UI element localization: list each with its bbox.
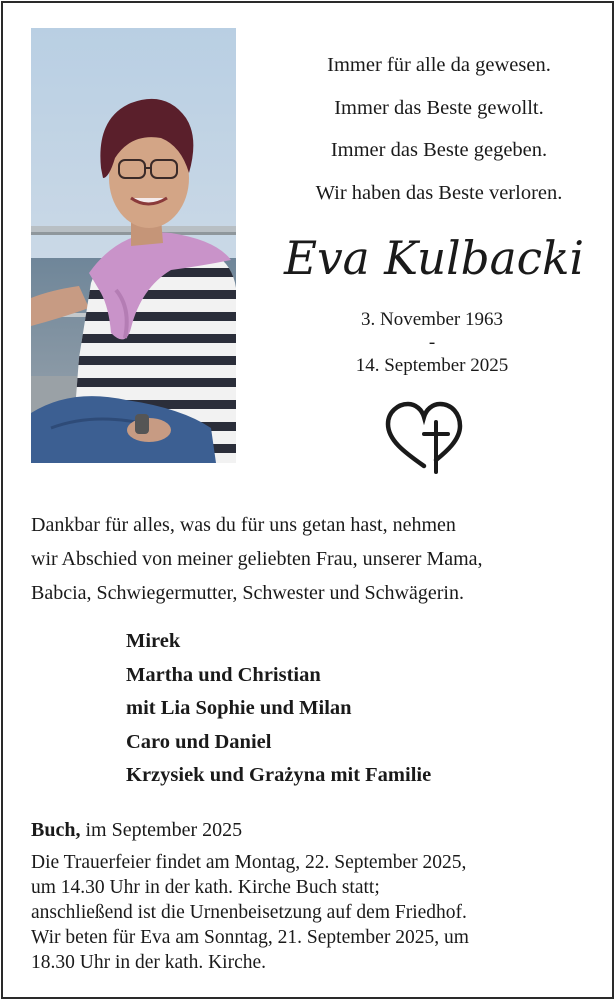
mourner-entry: Mirek [126,630,181,652]
info-line: Die Trauerfeier findet am Montag, 22. September 2025, [31,852,467,873]
place-date [31,818,242,842]
mourner-entry: Krzysiek und Grażyna mit Familie [126,764,432,787]
thanks-line: Dankbar für alles, was du für uns getan hast, nehmen [31,514,456,536]
thanks-text [31,508,591,610]
mourner-entry: mit Lia Sophie und Milan [126,697,352,720]
info-line: Wir beten für Eva am Sonntag, 21. September 2025, um [31,927,469,948]
mourner-entry: Martha und Christian [126,663,321,686]
death-date: 14. September 2025 [355,355,509,376]
deceased-name-text: Eva Kulbacki [283,231,584,285]
portrait-photo [31,28,236,463]
deceased-name [272,218,597,298]
place-date-text: im September 2025 [80,819,243,841]
poem-line: Immer das Beste gegeben. [330,139,548,162]
heart-cross-icon [384,400,464,475]
mourner-entry: Caro und Daniel [126,730,272,753]
poem-line: Wir haben das Beste verloren. [315,181,563,204]
service-info [31,850,591,975]
date-separator: - [428,332,436,353]
mourners-list [126,625,431,793]
info-line: um 14.30 Uhr in der kath. Kirche Buch statt; [31,877,380,898]
thanks-line: wir Abschied von meiner geliebten Frau, unserer Mama, [31,548,483,570]
birth-date: 3. November 1963 [361,309,503,330]
poem [284,44,594,214]
life-dates [332,308,532,377]
poem-line: Immer für alle da gewesen. [327,54,551,76]
info-line: 18.30 Uhr in der kath. Kirche. [31,952,267,973]
place-city: Buch, [31,819,81,841]
info-line: anschließend ist die Urnenbeisetzung auf dem Friedhof. [31,902,467,923]
poem-line: Immer das Beste gewollt. [334,96,544,119]
thanks-line: Babcia, Schwiegermutter, Schwester und Schwägerin. [31,582,464,604]
